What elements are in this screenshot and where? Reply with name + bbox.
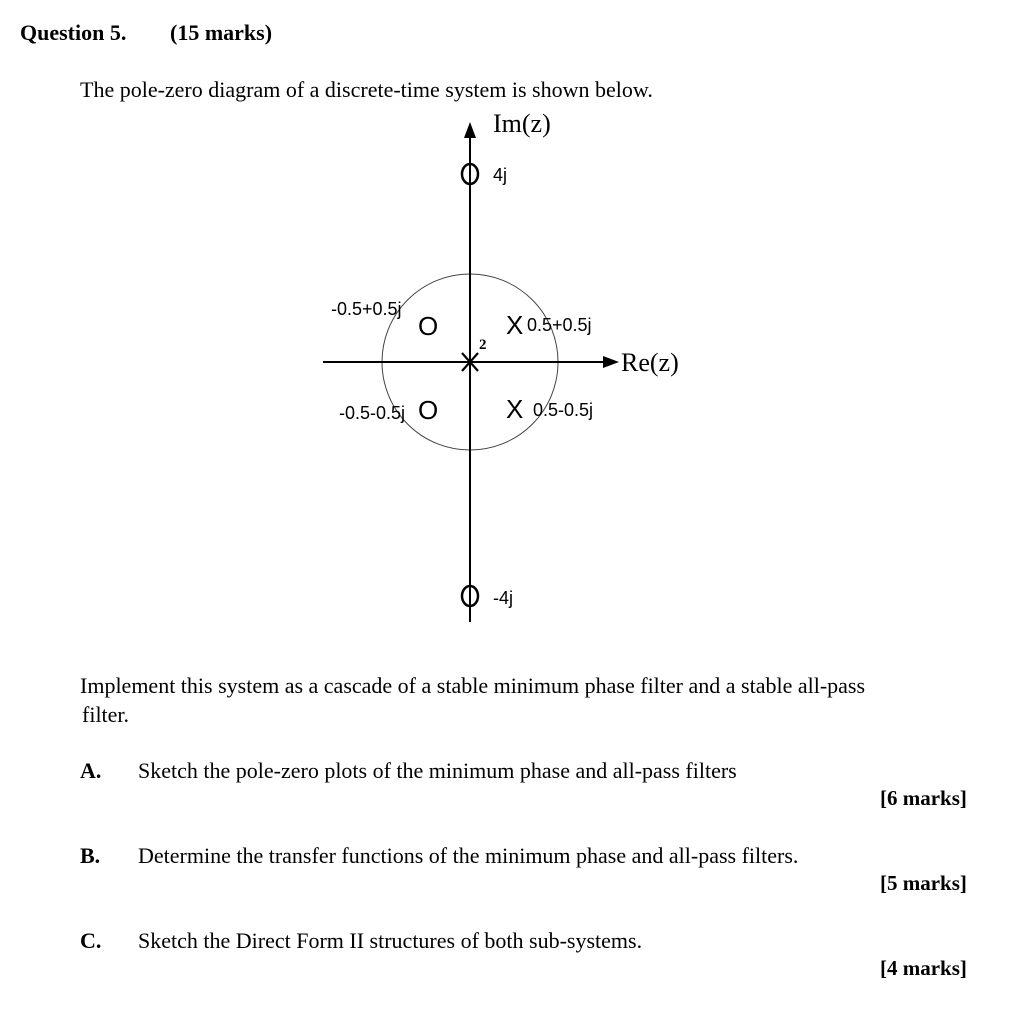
zero-label-upper-left: -0.5+0.5j [331,299,402,319]
zero-marker-lower-left: O [418,395,439,425]
part-c-letter: C. [80,928,102,953]
im-axis-label: Im(z) [493,109,551,138]
part-c-marks: [4 marks] [880,956,967,980]
imaginary-axis-arrow-icon [464,122,476,138]
real-axis-arrow-icon [603,356,619,368]
pole-marker-upper-right: X [506,310,524,340]
part-a-letter: A. [80,758,102,783]
zero-label-4j: 4j [493,165,508,185]
task-line-1: Implement this system as a cascade of a stable minimum phase filter and a stable all-pass [80,673,866,698]
part-a-text: Sketch the pole-zero plots of the minimum phase and all-pass filters [138,758,737,783]
question-marks: (15 marks) [170,20,273,45]
task-line-2: filter. [82,702,130,727]
part-b-text: Determine the transfer functions of the minimum phase and all-pass filters. [138,843,799,868]
pole-marker-lower-right: X [506,394,524,424]
zero-label-lower-left: -0.5-0.5j [339,403,406,423]
pole-label-upper-right: 0.5+0.5j [527,315,592,335]
zero-label-minus-4j: -4j [493,588,514,608]
re-axis-label: Re(z) [621,348,679,377]
intro-text: The pole-zero diagram of a discrete-time system is shown below. [80,77,653,102]
zero-marker-upper-left: O [418,311,439,341]
part-b-letter: B. [80,843,101,868]
question-number: Question 5. [20,20,127,45]
part-c-text: Sketch the Direct Form II structures of both sub-systems. [138,928,643,953]
part-b-marks: [5 marks] [880,871,967,895]
part-a-marks: [6 marks] [880,786,967,810]
pole-label-lower-right: 0.5-0.5j [533,400,594,420]
origin-pole-multiplicity: 2 [479,337,487,353]
